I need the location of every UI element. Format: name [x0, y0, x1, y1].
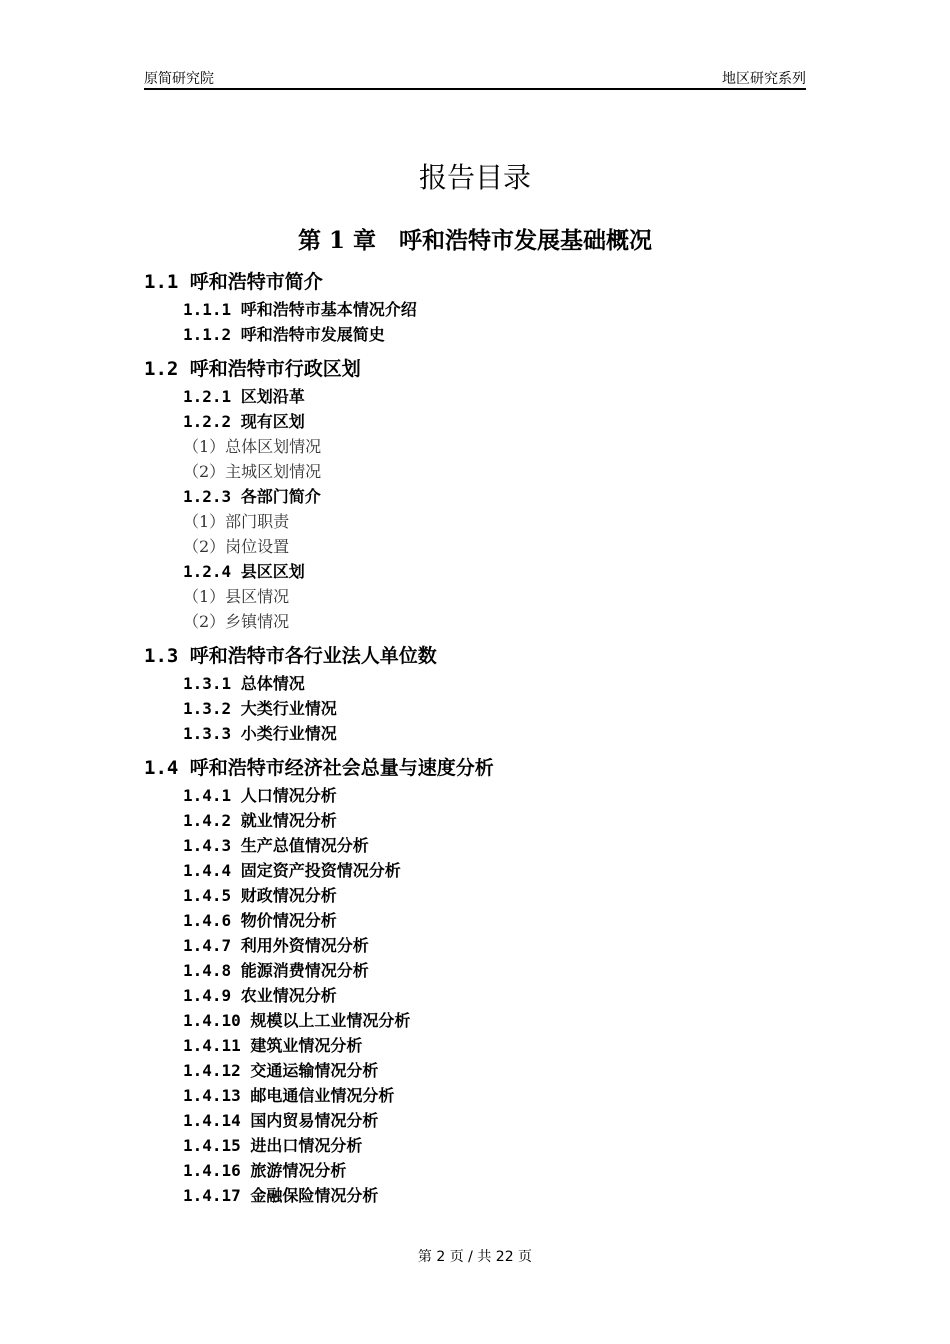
toc-subsection[interactable]: 1.3.3 小类行业情况 — [183, 724, 337, 743]
table-of-contents — [144, 268, 804, 1208]
toc-subsection[interactable]: 1.4.8 能源消费情况分析 — [183, 961, 369, 980]
toc-subsection[interactable]: 1.4.14 国内贸易情况分析 — [183, 1111, 379, 1130]
toc-subsection[interactable]: 1.2.1 区划沿革 — [183, 387, 305, 406]
toc-subsection[interactable]: 1.4.2 就业情况分析 — [183, 811, 337, 830]
toc-subsection[interactable]: 1.4.15 进出口情况分析 — [183, 1136, 363, 1155]
toc-subsection[interactable]: 1.4.10 规模以上工业情况分析 — [183, 1011, 411, 1030]
toc-section[interactable]: 1.3 呼和浩特市各行业法人单位数 — [144, 645, 437, 667]
toc-section[interactable]: 1.2 呼和浩特市行政区划 — [144, 358, 361, 380]
toc-item[interactable]: （2）乡镇情况 — [183, 612, 290, 631]
toc-subsection[interactable]: 1.2.4 县区区划 — [183, 562, 305, 581]
toc-subsection[interactable]: 1.2.3 各部门简介 — [183, 487, 321, 506]
toc-subsection[interactable]: 1.4.5 财政情况分析 — [183, 886, 337, 905]
toc-subsection[interactable]: 1.4.4 固定资产投资情况分析 — [183, 861, 401, 880]
toc-subsection[interactable]: 1.4.7 利用外资情况分析 — [183, 936, 369, 955]
toc-item[interactable]: （1）部门职责 — [183, 512, 290, 531]
page-title: 报告目录 — [418, 161, 531, 194]
header-right: 地区研究系列 — [722, 71, 806, 87]
toc-subsection[interactable]: 1.4.1 人口情况分析 — [183, 786, 337, 805]
toc-subsection[interactable]: 1.4.16 旅游情况分析 — [183, 1161, 347, 1180]
toc-subsection[interactable]: 1.4.3 生产总值情况分析 — [183, 836, 369, 855]
toc-subsection[interactable]: 1.3.2 大类行业情况 — [183, 699, 337, 718]
toc-subsection[interactable]: 1.4.12 交通运输情况分析 — [183, 1061, 379, 1080]
toc-subsection[interactable]: 1.1.2 呼和浩特市发展简史 — [183, 325, 385, 344]
header-left: 原简研究院 — [144, 71, 214, 87]
toc-subsection[interactable]: 1.4.9 农业情况分析 — [183, 986, 337, 1005]
page-header — [144, 68, 806, 90]
toc-section[interactable]: 1.4 呼和浩特市经济社会总量与速度分析 — [144, 757, 494, 779]
toc-subsection[interactable]: 1.2.2 现有区划 — [183, 412, 305, 431]
toc-item[interactable]: （2）主城区划情况 — [183, 462, 322, 481]
toc-item[interactable]: （1）总体区划情况 — [183, 437, 322, 456]
page-footer: 第 2 页 / 共 22 页 — [417, 1249, 533, 1265]
toc-section[interactable]: 1.1 呼和浩特市简介 — [144, 271, 323, 293]
chapter-heading: 第 1 章 呼和浩特市发展基础概况 — [297, 227, 653, 254]
toc-subsection[interactable]: 1.3.1 总体情况 — [183, 674, 305, 693]
toc-subsection[interactable]: 1.4.6 物价情况分析 — [183, 911, 337, 930]
toc-subsection[interactable]: 1.4.11 建筑业情况分析 — [183, 1036, 363, 1055]
toc-item[interactable]: （2）岗位设置 — [183, 537, 290, 556]
toc-item[interactable]: （1）县区情况 — [183, 587, 290, 606]
toc-subsection[interactable]: 1.1.1 呼和浩特市基本情况介绍 — [183, 300, 417, 319]
toc-subsection[interactable]: 1.4.17 金融保险情况分析 — [183, 1186, 379, 1205]
toc-subsection[interactable]: 1.4.13 邮电通信业情况分析 — [183, 1086, 395, 1105]
